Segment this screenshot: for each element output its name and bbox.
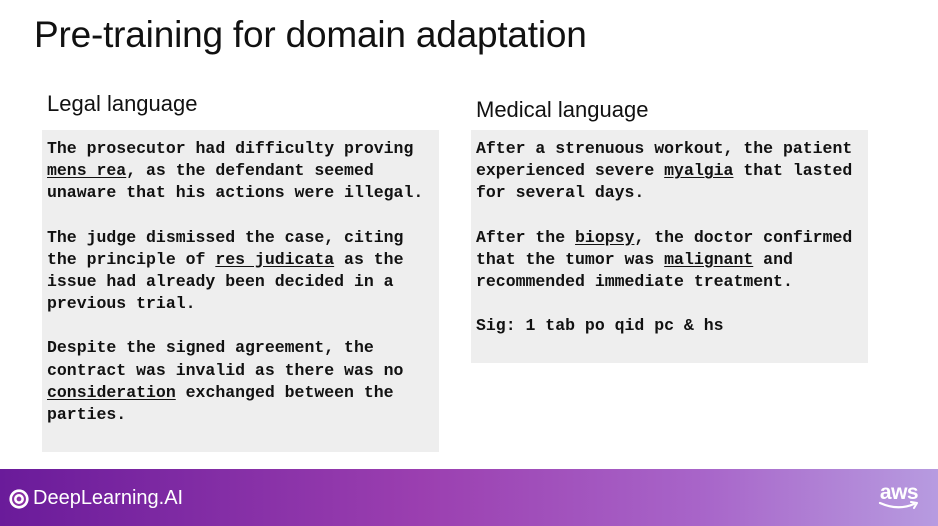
legal-text-box: [42, 130, 439, 452]
medical-term: malignant: [664, 249, 754, 269]
medical-text-box: [471, 130, 868, 363]
footer-bar: [0, 469, 938, 526]
legal-heading: Legal language: [47, 91, 198, 116]
deeplearning-logo-icon: [8, 488, 30, 510]
aws-logo: [878, 481, 920, 511]
medical-heading: Medical language: [476, 97, 649, 122]
legal-paragraph: The prosecutor had difficulty proving mens rea, as the defendant seemed unaware that his actions were illegal.: [47, 139, 424, 203]
medical-term: biopsy: [575, 227, 635, 247]
medical-paragraph: After a strenuous workout, the patient experienced severe myalgia that lasted for several days.: [476, 139, 853, 203]
medical-term: myalgia: [664, 161, 734, 181]
aws-text: aws: [879, 481, 919, 504]
deeplearning-brand: [8, 487, 183, 510]
medical-paragraph: After the biopsy, the doctor confirmed that the tumor was malignant and recommended immediate treatment.: [476, 227, 853, 292]
brand-name: DeepLearning.AI: [33, 487, 184, 509]
legal-paragraph: The judge dismissed the case, citing the principle of res judicata as the issue had already been decided in a previous trial.: [47, 227, 404, 314]
medical-paragraph: Sig: 1 tab po qid pc & hs: [476, 316, 724, 336]
legal-term: mens rea: [47, 161, 127, 181]
legal-term: consideration: [47, 382, 176, 402]
slide-title: Pre-training for domain adaptation: [34, 14, 587, 55]
legal-paragraph: Despite the signed agreement, the contract was invalid as there was no consideration exchanged between the parties.: [47, 338, 404, 425]
legal-term: res judicata: [215, 249, 335, 269]
